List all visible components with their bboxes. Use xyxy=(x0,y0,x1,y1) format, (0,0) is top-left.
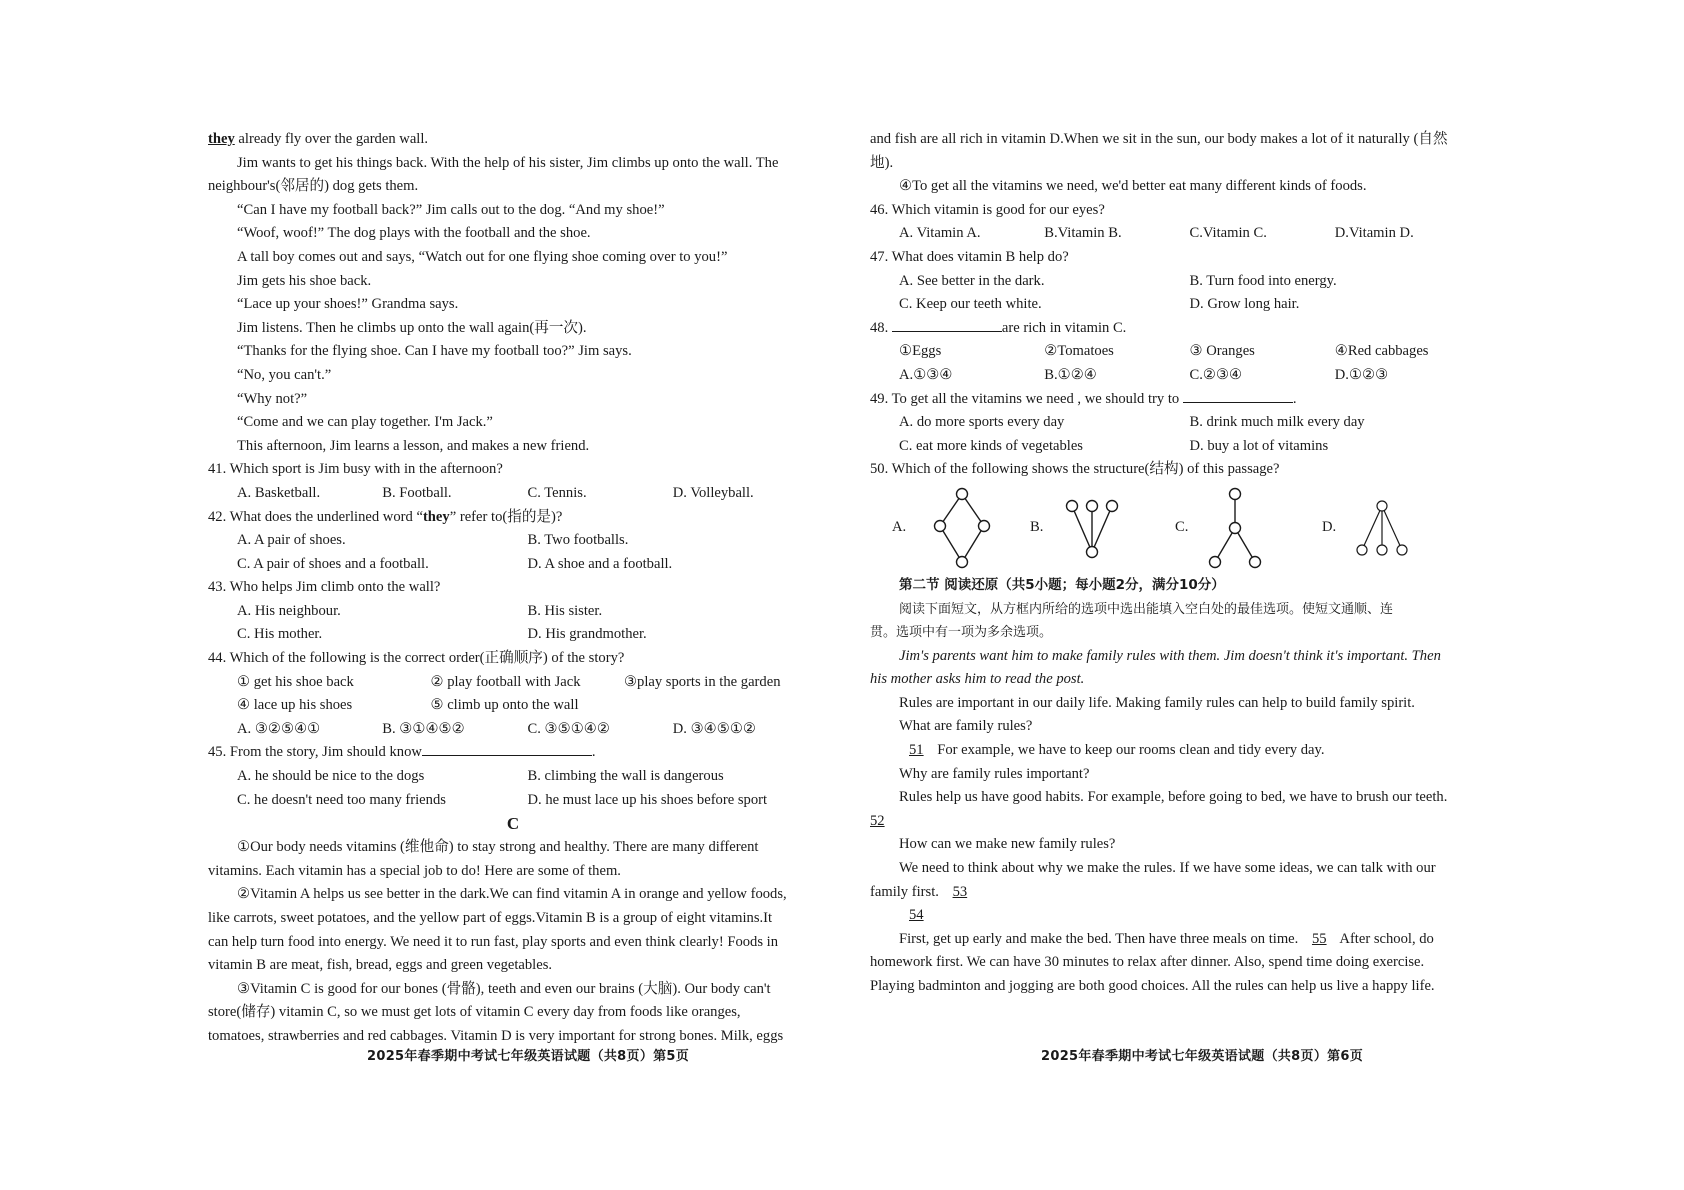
option-c: C. ③⑤①④② xyxy=(527,720,610,737)
diagram-c-graphic xyxy=(1189,482,1289,574)
question-47-options xyxy=(870,270,1480,294)
passage-line: “Lace up your shoes!” Grandma says. xyxy=(237,296,459,313)
answer-blank xyxy=(892,317,1002,332)
option-d: D. Grow long hair. xyxy=(1189,296,1300,313)
passage-c-line: tomatoes, strawberries and red cabbages. Vitamin D is very important for strong bones. Milk, eggs xyxy=(208,1027,784,1044)
option-c: C.②③④ xyxy=(1189,366,1243,383)
question-45-options xyxy=(208,789,818,813)
option-a: A.①③④ xyxy=(899,366,953,383)
passage-c-line: vitamins. Each vitamin has a special job to do! Here are some of them. xyxy=(208,862,621,879)
option-d: D.①②③ xyxy=(1334,366,1389,383)
item-1: ① get his shoe back xyxy=(237,673,354,690)
option-c: C. Keep our teeth white. xyxy=(899,296,1042,313)
post-paragraph xyxy=(870,904,1480,928)
option-d: D. A shoe and a football. xyxy=(527,555,673,572)
option-b: B. drink much milk every day xyxy=(1189,414,1365,431)
option-a: A. A pair of shoes. xyxy=(237,532,346,549)
post-paragraph: First, get up early and make the bed. Then have three meals on time. 55 After school, do xyxy=(899,930,1434,947)
option-d: D.Vitamin D. xyxy=(1334,225,1414,242)
passage-line: “No, you can't.” xyxy=(237,366,332,383)
post-heading: How can we make new family rules? xyxy=(899,836,1116,853)
post-intro: his mother asks him to read the post. xyxy=(870,671,1085,688)
question-43-options xyxy=(208,623,818,647)
passage-c-line: vitamin B are meat, fish, bread, eggs and green vegetables. xyxy=(208,957,553,974)
question-50-stem: 50. Which of the following shows the structure(结构) of this passage? xyxy=(870,461,1280,478)
question-44-options xyxy=(208,718,818,742)
post-paragraph: Playing badminton and jogging are both good choices. All the rules can help us live a happy life. xyxy=(870,978,1435,994)
section-2-instructions: 贯。选项中有一项为多余选项。 xyxy=(870,625,1053,641)
passage-line: This afternoon, Jim learns a lesson, and makes a new friend. xyxy=(237,437,590,454)
question-41-options xyxy=(208,482,818,506)
passage-line: neighbour's(邻居的) dog gets them. xyxy=(208,178,419,195)
option-b: B. ③①④⑤② xyxy=(382,720,465,737)
item-2: ② play football with Jack xyxy=(430,673,581,690)
post-intro: Jim's parents want him to make family rules with them. Jim doesn't think it's important. Then xyxy=(899,647,1441,664)
passage-line: Jim gets his shoe back. xyxy=(237,272,372,289)
post-paragraph: 51 For example, we have to keep our rooms clean and tidy every day. xyxy=(870,739,1480,763)
blank-55: 55 xyxy=(1311,930,1327,947)
section-2-instructions: 阅读下面短文，从方框内所给的选项中选出能填入空白处的最佳选项。使短文通顺、连 xyxy=(899,601,1394,617)
item-3: ③play sports in the garden xyxy=(623,673,781,690)
option-a: A. do more sports every day xyxy=(899,414,1065,431)
question-47-stem: 47. What does vitamin B help do? xyxy=(870,248,1069,265)
post-paragraph: family first. 53 xyxy=(870,881,1480,905)
option-b: B.①②④ xyxy=(1044,366,1097,383)
option-d: D. Volleyball. xyxy=(672,484,754,501)
passage-line: Jim listens. Then he climbs up onto the wall again(再一次). xyxy=(237,319,587,336)
passage-line: A tall boy comes out and says, “Watch out for one flying shoe coming over to you!” xyxy=(237,248,728,265)
right-page xyxy=(842,0,1684,1190)
passage-line: “Come and we can play together. I'm Jack.” xyxy=(237,414,493,431)
item-3: ③ Oranges xyxy=(1189,343,1255,360)
option-c: C. he doesn't need too many friends xyxy=(237,791,446,808)
answer-blank xyxy=(422,741,592,756)
question-41-stem: 41. Which sport is Jim busy with in the afternoon? xyxy=(208,461,503,478)
option-a: A. Vitamin A. xyxy=(899,225,981,242)
option-a: A. ③②⑤④① xyxy=(237,720,321,737)
passage-c-line: ④To get all the vitamins we need, we'd better eat many different kinds of foods. xyxy=(899,178,1367,195)
question-42-options xyxy=(208,553,818,577)
passage-c-line: ②Vitamin A helps us see better in the dark.We can find vitamin A in orange and yellow foods, xyxy=(237,886,787,903)
question-46-stem: 46. Which vitamin is good for our eyes? xyxy=(870,201,1105,218)
question-45-stem: 45. From the story, Jim should know . xyxy=(208,741,818,765)
post-heading: Why are family rules important? xyxy=(899,765,1090,782)
question-49-options xyxy=(870,435,1480,459)
passage-c-line: 地). xyxy=(870,154,894,171)
right-column xyxy=(870,128,1480,999)
post-paragraph: We need to think about why we make the rules. If we have some ideas, we can talk with our xyxy=(899,860,1436,877)
post-paragraph xyxy=(870,810,1480,834)
option-a: A. Basketball. xyxy=(237,484,321,501)
question-45-options xyxy=(208,765,818,789)
passage-line: they already fly over the garden wall. xyxy=(208,131,429,147)
blank-52: 52 xyxy=(870,812,885,829)
option-a: A. See better in the dark. xyxy=(899,272,1045,289)
option-d: D. buy a lot of vitamins xyxy=(1189,437,1329,454)
item-4: ④ lace up his shoes xyxy=(237,697,353,714)
passage-c-line: ③Vitamin C is good for our bones (骨骼), teeth and even our brains (大脑). Our body can't xyxy=(237,980,771,997)
item-4: ④Red cabbages xyxy=(1334,343,1429,360)
page-footer: 2025年春季期中考试七年级英语试题（共8页）第6页 xyxy=(1041,1049,1364,1064)
diagram-b-graphic xyxy=(1046,482,1146,574)
option-c: C. His mother. xyxy=(237,626,323,643)
passage-c-line: store(储存) vitamin C, so we must get lots of vitamin C every day from foods like oranges, xyxy=(208,1004,741,1021)
option-a: A. he should be nice to the dogs xyxy=(237,768,425,785)
passage-line: Jim wants to get his things back. With the help of his sister, Jim climbs up onto the wall. The xyxy=(237,154,779,171)
option-b: B. His sister. xyxy=(527,602,603,619)
left-column xyxy=(208,128,818,1049)
passage-line: “Thanks for the flying shoe. Can I have my football too?” Jim says. xyxy=(237,343,632,360)
passage-c-line: and fish are all rich in vitamin D.When we sit in the sun, our body makes a lot of it naturally (自然 xyxy=(870,131,1448,147)
post-paragraph: Rules are important in our daily life. Making family rules can help to build family spirit. xyxy=(899,694,1415,711)
blank-54: 54 xyxy=(909,907,924,924)
option-d: D. he must lace up his shoes before sport xyxy=(527,791,768,808)
question-42-options xyxy=(208,529,818,553)
structure-diagrams: A. B. C. D. xyxy=(870,482,1480,574)
post-paragraph: homework first. We can have 30 minutes to relax after dinner. Also, spend time doing exercise. xyxy=(870,954,1425,971)
diagram-d-graphic xyxy=(1336,482,1436,574)
option-b: B. Turn food into energy. xyxy=(1189,272,1337,289)
passage-c-line: can help turn food into energy. We need it to run fast, play sports and even think clearly! Foods in xyxy=(208,933,779,950)
option-c: C. Tennis. xyxy=(527,484,587,501)
question-44-items xyxy=(208,694,818,718)
underlined-word: they xyxy=(208,131,235,147)
question-44-items xyxy=(208,671,818,695)
passage-c-line: like carrots, sweet potatoes, and the yellow part of eggs.Vitamin B is a group of eight vitamins.It xyxy=(208,910,773,926)
question-44-stem: 44. Which of the following is the correct order(正确顺序) of the story? xyxy=(208,650,625,667)
passage-line: “Why not?” xyxy=(237,390,308,407)
option-c: C. A pair of shoes and a football. xyxy=(237,555,429,572)
option-b: B. Football. xyxy=(382,484,452,501)
question-43-stem: 43. Who helps Jim climb onto the wall? xyxy=(208,579,441,596)
question-48-stem: 48. are rich in vitamin C. xyxy=(870,317,1480,341)
item-5: ⑤ climb up onto the wall xyxy=(430,697,579,714)
question-49-options xyxy=(870,411,1480,435)
option-b: B.Vitamin B. xyxy=(1044,225,1122,242)
post-heading: What are family rules? xyxy=(899,718,1033,735)
option-a: A. His neighbour. xyxy=(237,602,341,619)
section-2-title: 第二节 阅读还原（共5小题；每小题2分，满分10分） xyxy=(899,576,1225,593)
question-48-items xyxy=(870,340,1480,364)
question-42-stem: 42. What does the underlined word “they” refer to(指的是)? xyxy=(208,508,563,525)
option-b: B. Two footballs. xyxy=(527,532,629,549)
post-paragraph: Rules help us have good habits. For example, before going to bed, we have to brush our teeth. xyxy=(899,789,1448,806)
question-49-stem: 49. To get all the vitamins we need , we should try to . xyxy=(870,388,1480,412)
answer-blank xyxy=(1183,388,1293,403)
question-43-options xyxy=(208,600,818,624)
blank-53: 53 xyxy=(952,883,968,900)
option-b: B. climbing the wall is dangerous xyxy=(527,768,724,785)
passage-c-line: ①Our body needs vitamins (维他命) to stay strong and healthy. There are many different xyxy=(237,839,759,856)
passage-line: “Woof, woof!” The dog plays with the football and the shoe. xyxy=(237,225,591,242)
question-46-options xyxy=(870,222,1480,246)
item-2: ②Tomatoes xyxy=(1044,343,1114,360)
question-47-options xyxy=(870,293,1480,317)
blank-51: 51 xyxy=(909,742,924,759)
option-d: D. ③④⑤①② xyxy=(672,720,757,737)
question-48-options xyxy=(870,364,1480,388)
option-c: C.Vitamin C. xyxy=(1189,225,1267,242)
item-1: ①Eggs xyxy=(899,343,942,360)
page-footer: 2025年春季期中考试七年级英语试题（共8页）第5页 xyxy=(367,1049,690,1064)
diagram-a-graphic xyxy=(912,482,1012,574)
option-c: C. eat more kinds of vegetables xyxy=(899,437,1083,454)
passage-line: “Can I have my football back?” Jim calls out to the dog. “And my shoe!” xyxy=(237,201,665,218)
section-c-heading: C xyxy=(506,814,520,834)
option-d: D. His grandmother. xyxy=(527,626,647,643)
